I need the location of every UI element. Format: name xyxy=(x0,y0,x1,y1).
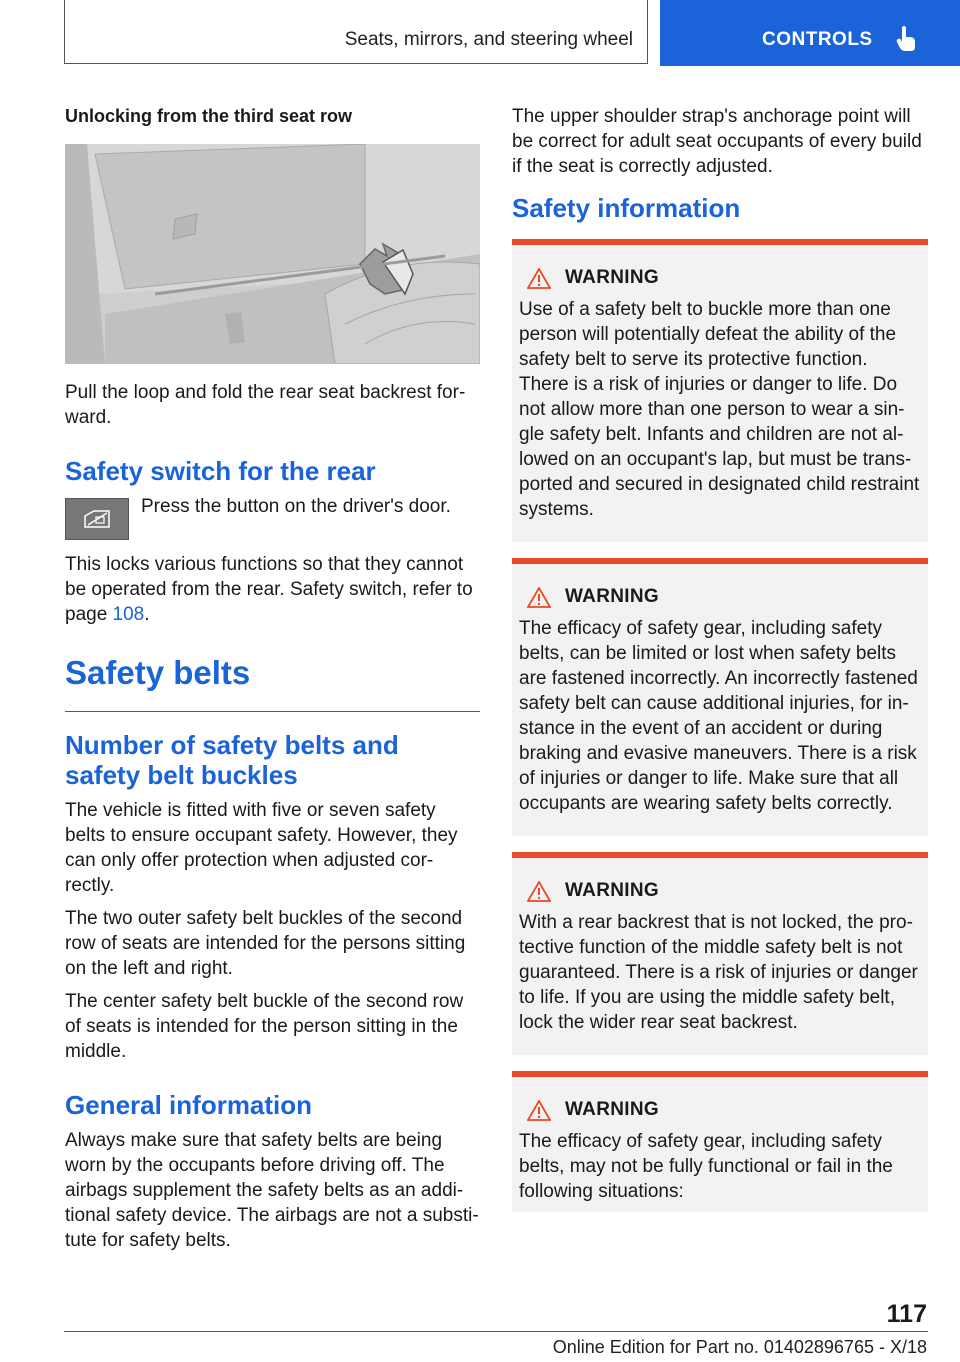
warning-box xyxy=(512,239,928,542)
warning-title xyxy=(519,880,921,902)
left-column xyxy=(65,104,480,1261)
unlock-heading: Unlocking from the third seat row xyxy=(65,106,353,126)
header-section-box xyxy=(64,0,648,64)
warning-box xyxy=(512,558,928,836)
warning-title xyxy=(519,586,921,608)
right-column xyxy=(512,104,928,1228)
warning-text: The efficacy of safety gear, including safety belts, may not be fully functional or fail in the following situations: xyxy=(519,1131,893,1202)
warning-text: Use of a safety belt to buckle more than one person will potentially defeat the ability of the safety belt to serve its protective function. There is a risk of injuries or danger to life. Do not allow more than one person to wear a sin-gle safety belt. Infants and children are not al-lowed on an occupant's lap, but must be trans-ported and secured in designated child restraint systems. xyxy=(519,299,920,520)
pointing-hand-icon xyxy=(896,26,916,52)
chapter-tab[interactable] xyxy=(660,0,960,66)
rear-seat-illustration xyxy=(65,144,480,364)
safety-switch-heading: Safety switch for the rear xyxy=(65,456,376,486)
warning-box xyxy=(512,1071,928,1212)
chapter-tab-label: CONTROLS xyxy=(762,29,873,50)
figure-caption: Pull the loop and fold the rear seat backrest for-ward. xyxy=(65,382,466,428)
warning-title-label: WARNING xyxy=(565,586,659,607)
warning-title xyxy=(519,1099,921,1121)
warning-triangle-icon xyxy=(527,881,551,902)
child-lock-button-icon xyxy=(65,498,129,540)
warning-text: The efficacy of safety gear, including safety belts, can be limited or lost when safety belts are fastened incorrectly. An incorrectly fastened safety belt can cause additional injuries, for in-stance in the event of an accident or during braking and evasive maneuvers. There is a risk of injuries or danger to life. Make sure that all occupants are wearing safety belts correctly. xyxy=(519,618,918,814)
warning-title-label: WARNING xyxy=(565,1099,659,1120)
general-paragraph: Always make sure that safety belts are being worn by the occupants before driving off. The airbags supplement the safety belts as an addi-tional safety device. The airbags are not a substi-tute for safety belts. xyxy=(65,1130,479,1251)
number-paragraph-3: The center safety belt buckle of the second row of seats is intended for the person sitting in the middle. xyxy=(65,991,464,1062)
general-info-heading: General information xyxy=(65,1090,313,1120)
intro-paragraph: The upper shoulder strap's anchorage point will be correct for adult seat occupants of every build if the seat is correctly adjusted. xyxy=(512,106,922,177)
footer-rule xyxy=(64,1331,928,1332)
safety-switch-row xyxy=(65,494,480,540)
warning-triangle-icon xyxy=(527,1100,551,1121)
warning-title xyxy=(519,267,921,289)
safety-info-heading: Safety information xyxy=(512,193,741,223)
safety-switch-description xyxy=(65,552,480,627)
edition-text: Online Edition for Part no. 01402896765 - X/18 xyxy=(552,1337,927,1357)
page-number: 117 xyxy=(886,1300,927,1328)
warning-triangle-icon xyxy=(527,268,551,289)
safety-switch-instruction: Press the button on the driver's door. xyxy=(141,496,451,517)
page-link-108[interactable]: 108 xyxy=(112,604,145,625)
number-paragraph-2: The two outer safety belt buckles of the second row of seats are intended for the persons sitting on the left and right. xyxy=(65,908,466,979)
number-of-belts-heading: Number of safety belts and safety belt buckles xyxy=(65,730,399,790)
warning-triangle-icon xyxy=(527,587,551,608)
warning-text: With a rear backrest that is not locked, the pro-tective function of the middle safety belt is not guaranteed. There is a risk of injuries or danger to life. If you are using the middle safety belt, lock the wider rear seat backrest. xyxy=(519,912,918,1033)
section-title: Seats, mirrors, and steering wheel xyxy=(344,29,633,50)
safety-switch-text-end: . xyxy=(144,604,150,625)
warning-box xyxy=(512,852,928,1055)
warning-title-label: WARNING xyxy=(565,880,659,901)
safety-belts-title: Safety belts xyxy=(65,653,480,712)
rear-seat-figure xyxy=(65,144,480,364)
number-paragraph-1: The vehicle is fitted with five or seven safety belts to ensure occupant safety. However, they can only offer protection when adjusted cor-rectly. xyxy=(65,800,458,896)
safety-switch-text: This locks various functions so that they cannot be operated from the rear. Safety switch, refer to page xyxy=(65,554,473,625)
warning-title-label: WARNING xyxy=(565,267,659,288)
